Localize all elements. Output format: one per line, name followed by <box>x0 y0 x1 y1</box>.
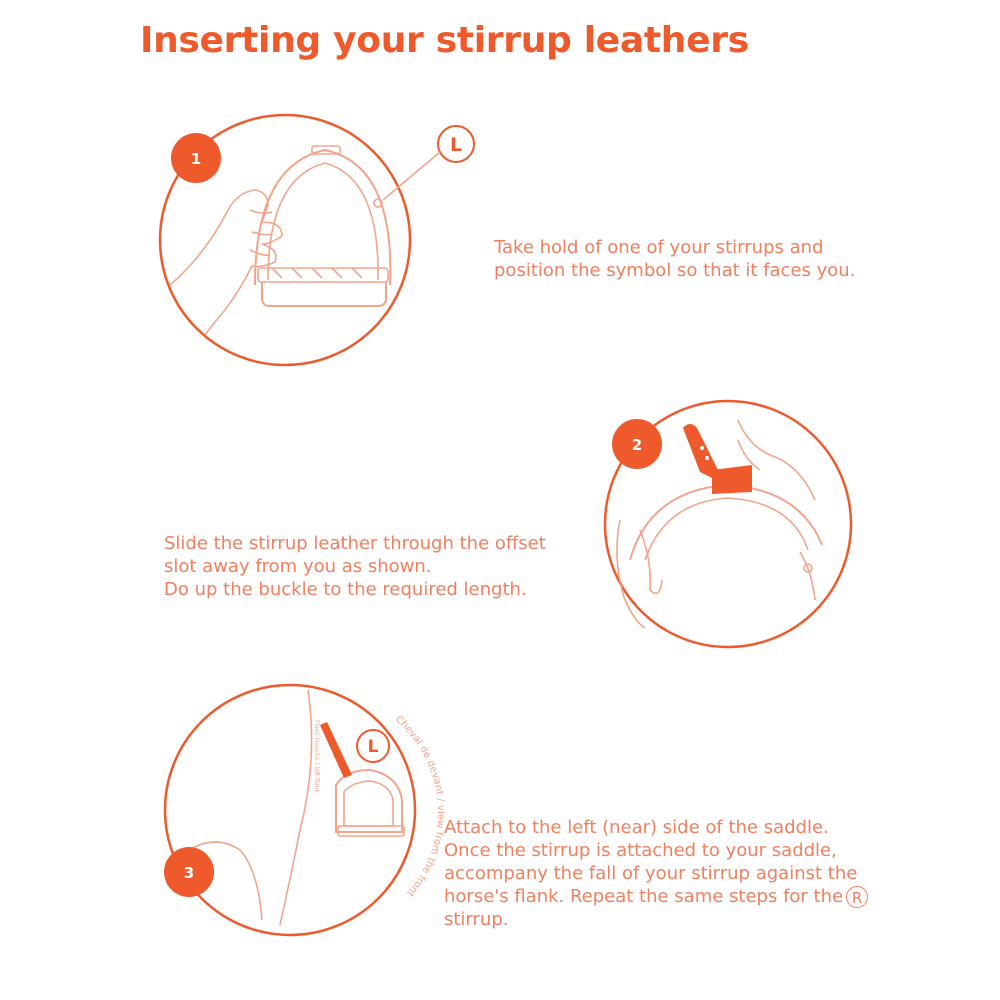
stirrup-leather-buckle <box>712 465 752 494</box>
step-1-instructions <box>494 236 855 282</box>
step-2-number: 2 <box>631 436 643 454</box>
flank-label: Flanc Gauche / left flank <box>313 720 320 793</box>
step-3-illustration <box>165 685 415 935</box>
right-symbol-icon: R <box>846 886 868 908</box>
step-3-line: Once the stirrup is attached to your saddle, <box>444 840 837 861</box>
step-1-line: Take hold of one of your stirrups and <box>494 237 824 258</box>
step-3-number: 3 <box>183 864 195 882</box>
step-2-instructions <box>164 532 546 601</box>
stirrup-leather-strap-3 <box>320 722 352 778</box>
left-symbol-3-label: L <box>367 737 379 757</box>
step-2-line: slot away from you as shown. <box>164 556 432 577</box>
step-2-line: Do up the buckle to the required length. <box>164 579 527 600</box>
step-1-line: position the symbol so that it faces you. <box>494 260 856 281</box>
step-3-line-text: horse's flank. Repeat the same steps for the <box>444 886 844 907</box>
step-3-line: accompany the fall of your stirrup against the <box>444 863 858 884</box>
left-symbol-icon: L <box>449 134 463 156</box>
step-3-line: stirrup. <box>444 909 509 930</box>
front-view-label: Cheval de devant / view from the front <box>393 713 447 899</box>
step-1-number: 1 <box>190 150 202 168</box>
step-3-line <box>444 885 868 908</box>
page-title: Inserting your stirrup leathers <box>140 20 749 61</box>
step-2-line: Slide the stirrup leather through the offset <box>164 533 546 554</box>
step-3-instructions <box>444 816 868 931</box>
step-3-line: Attach to the left (near) side of the saddle. <box>444 817 829 838</box>
